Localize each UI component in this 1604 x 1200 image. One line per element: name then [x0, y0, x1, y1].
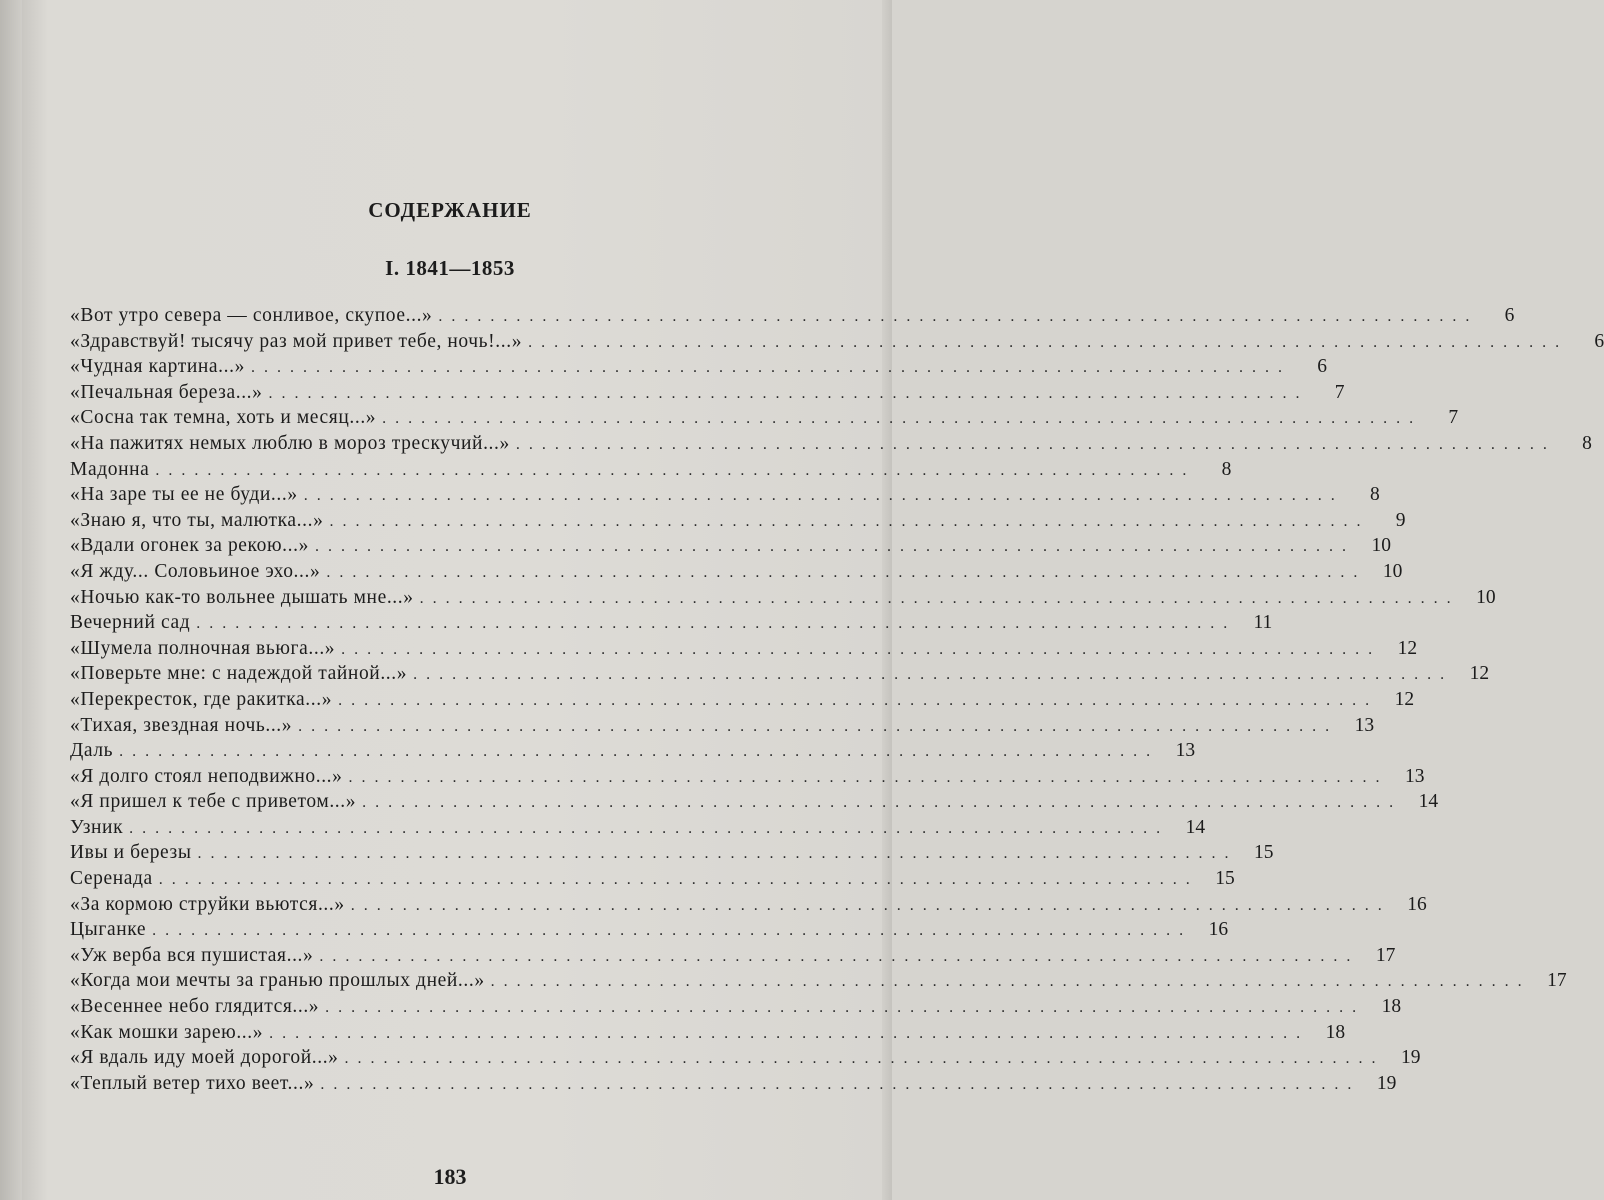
toc-entry — [70, 354, 1327, 380]
toc-entry-page: 14 — [1185, 816, 1206, 838]
toc-entry-title: Вечерний сад — [70, 612, 191, 634]
toc-entry-page: 13 — [1354, 714, 1375, 736]
dot-leader: ................................................................................ — [320, 1075, 1361, 1093]
toc-entry — [70, 457, 1232, 483]
dot-leader: ................................................................................ — [303, 487, 1344, 505]
toc-entry-title: «Печальная береза...» — [70, 381, 263, 403]
dot-leader: ................................................................................ — [152, 922, 1193, 940]
toc-entry — [70, 585, 1496, 611]
dot-leader: ................................................................................ — [197, 845, 1238, 863]
toc-entry-title: «За кормою струйки вьются...» — [70, 893, 345, 915]
toc-entry-title: «Я вдаль иду моей дорогой...» — [70, 1047, 339, 1069]
toc-entry-title: Цыганке — [70, 919, 147, 941]
toc-entry-title: «Уж верба вся пушистая...» — [70, 944, 314, 966]
table-of-contents — [70, 303, 1604, 1096]
toc-entry-title: Серенада — [70, 868, 153, 890]
toc-entry-page: 8 — [1582, 432, 1592, 454]
dot-leader: ................................................................................ — [196, 615, 1237, 633]
dot-leader: ................................................................................ — [438, 308, 1479, 325]
toc-entry — [70, 1020, 1346, 1046]
toc-entry — [70, 840, 1274, 866]
contents-title: СОДЕРЖАНИЕ — [368, 198, 532, 222]
dot-leader: ................................................................................ — [269, 1024, 1310, 1042]
toc-entry — [70, 738, 1196, 764]
toc-entry — [70, 713, 1375, 739]
toc-entry-page: 18 — [1325, 1021, 1346, 1043]
dot-leader: ................................................................................ — [268, 384, 1309, 402]
toc-entry-page: 18 — [1381, 996, 1402, 1018]
toc-entry — [70, 661, 1490, 687]
toc-entry — [70, 968, 1567, 994]
toc-entry — [70, 431, 1592, 457]
section-heading: I. 1841—1853 — [385, 256, 515, 280]
toc-entry-page: 15 — [1215, 868, 1235, 890]
toc-entry-title: «Шумела полночная вьюга...» — [70, 637, 336, 659]
dot-leader: ................................................................................ — [341, 640, 1382, 658]
toc-entry-page: 19 — [1401, 1047, 1421, 1069]
toc-entry-title: «Теплый ветер тихо веет...» — [70, 1072, 315, 1094]
toc-entry-title: «На пажитях немых люблю в мороз трескучий...» — [70, 432, 510, 454]
toc-entry-page: 13 — [1405, 765, 1425, 787]
toc-entry-title: Даль — [70, 740, 114, 762]
toc-entry-title: «Поверьте мне: с надеждой тайной...» — [70, 663, 408, 685]
binding-shadow — [0, 0, 22, 1200]
dot-leader: ................................................................................ — [158, 871, 1199, 889]
toc-entry-page: 8 — [1369, 484, 1380, 506]
dot-leader: ................................................................................ — [490, 973, 1531, 991]
dot-leader: ................................................................................ — [129, 819, 1170, 837]
dot-leader: ................................................................................ — [350, 896, 1391, 914]
dot-leader: ................................................................................ — [298, 717, 1339, 735]
toc-entry-title: «Весеннее небо глядится...» — [70, 996, 320, 1018]
toc-entry-title: Мадонна — [70, 458, 150, 480]
toc-entry-page: 16 — [1208, 919, 1229, 941]
page-number: 183 — [433, 1164, 467, 1189]
dot-leader: ................................................................................ — [119, 743, 1160, 761]
toc-entry-page: 14 — [1418, 791, 1439, 813]
toc-entry — [70, 1071, 1397, 1097]
toc-entry — [70, 329, 1604, 355]
toc-entry-title: «Я пришел к тебе с приветом...» — [70, 791, 357, 813]
toc-entry — [70, 559, 1403, 585]
toc-entry-page: 10 — [1476, 586, 1496, 608]
toc-entry — [70, 380, 1345, 406]
toc-entry-title: «Знаю я, что ты, малютка...» — [70, 509, 324, 531]
dot-leader: ................................................................................ — [528, 333, 1569, 351]
toc-entry-title: «Тихая, звездная ночь...» — [70, 714, 293, 736]
dot-leader: ................................................................................ — [338, 691, 1379, 709]
toc-entry-page: 15 — [1254, 842, 1274, 864]
toc-entry-title: «Когда мои мечты за гранью прошлых дней...» — [70, 970, 485, 992]
toc-entry — [70, 636, 1418, 662]
dot-leader: ................................................................................ — [344, 1050, 1385, 1068]
dot-leader: ................................................................................ — [515, 435, 1556, 453]
toc-entry — [70, 943, 1396, 969]
toc-entry-title: «Чудная картина...» — [70, 356, 245, 378]
toc-entry — [70, 815, 1206, 841]
toc-entry — [70, 610, 1273, 636]
toc-entry — [70, 1045, 1421, 1071]
dot-leader: ................................................................................ — [250, 359, 1291, 377]
toc-entry-page: 19 — [1376, 1072, 1397, 1094]
toc-entry-title: «На заре ты ее не буди...» — [70, 484, 298, 506]
toc-entry — [70, 687, 1415, 713]
dot-leader: ................................................................................ — [314, 538, 1355, 556]
toc-entry-title: «Как мошки зарею...» — [70, 1021, 264, 1043]
toc-entry-page: 12 — [1394, 688, 1415, 710]
dot-leader: ................................................................................ — [382, 410, 1423, 428]
toc-entry-title: «Ночью как-то вольнее дышать мне...» — [70, 586, 414, 608]
toc-entry — [70, 508, 1406, 534]
toc-entry-title: Узник — [70, 816, 124, 838]
toc-entry-page: 12 — [1397, 637, 1418, 659]
toc-entry-page: 17 — [1375, 944, 1396, 966]
toc-entry — [70, 482, 1380, 508]
toc-entry-page: 9 — [1395, 509, 1406, 531]
toc-entry-title: «Вдали огонек за рекою...» — [70, 535, 309, 557]
toc-entry-page: 6 — [1504, 305, 1515, 326]
toc-entry-page: 7 — [1334, 381, 1345, 403]
dot-leader: ................................................................................ — [319, 947, 1360, 965]
dot-leader: ................................................................................ — [326, 563, 1367, 581]
dot-leader: ................................................................................ — [413, 666, 1454, 684]
dot-leader: ................................................................................ — [329, 512, 1370, 530]
toc-entry-page: 10 — [1371, 535, 1391, 557]
toc-entry — [70, 789, 1439, 815]
toc-entry-page: 17 — [1547, 970, 1567, 992]
dot-leader: ................................................................................ — [325, 999, 1366, 1017]
toc-entry — [70, 994, 1402, 1020]
toc-entry — [70, 533, 1391, 559]
toc-entry-title: «Я долго стоял неподвижно...» — [70, 765, 343, 787]
toc-entry-page: 16 — [1407, 893, 1427, 915]
toc-entry-page: 8 — [1221, 458, 1232, 480]
toc-entry-title: «Вот утро севера — сонливое, скупое...» — [70, 305, 433, 326]
dot-leader: ................................................................................ — [362, 794, 1403, 812]
toc-entry-page: 12 — [1469, 663, 1490, 685]
dot-leader: ................................................................................ — [419, 589, 1460, 607]
toc-entry — [70, 764, 1425, 790]
dot-leader: ................................................................................ — [155, 461, 1196, 479]
toc-entry-page: 13 — [1175, 740, 1196, 762]
toc-entry-title: «Я жду... Соловьиное эхо...» — [70, 560, 321, 582]
toc-entry — [70, 866, 1235, 892]
toc-entry — [70, 892, 1427, 918]
toc-entry — [70, 917, 1229, 943]
toc-entry-page: 6 — [1594, 330, 1604, 352]
dot-leader: ................................................................................ — [348, 768, 1389, 786]
toc-entry-title: «Сосна так темна, хоть и месяц...» — [70, 407, 377, 429]
toc-entry — [70, 405, 1459, 431]
toc-entry-title: Ивы и березы — [70, 842, 192, 864]
toc-entry-page: 10 — [1382, 560, 1403, 582]
toc-entry-page: 11 — [1253, 612, 1273, 634]
toc-entry-title: «Перекресток, где ракитка...» — [70, 688, 333, 710]
toc-entry-page: 6 — [1317, 356, 1327, 378]
toc-entry-title: «Здравствуй! тысячу раз мой привет тебе, ночь!...» — [70, 330, 523, 352]
toc-entry-page: 7 — [1448, 407, 1459, 429]
toc-entry — [70, 303, 1515, 329]
